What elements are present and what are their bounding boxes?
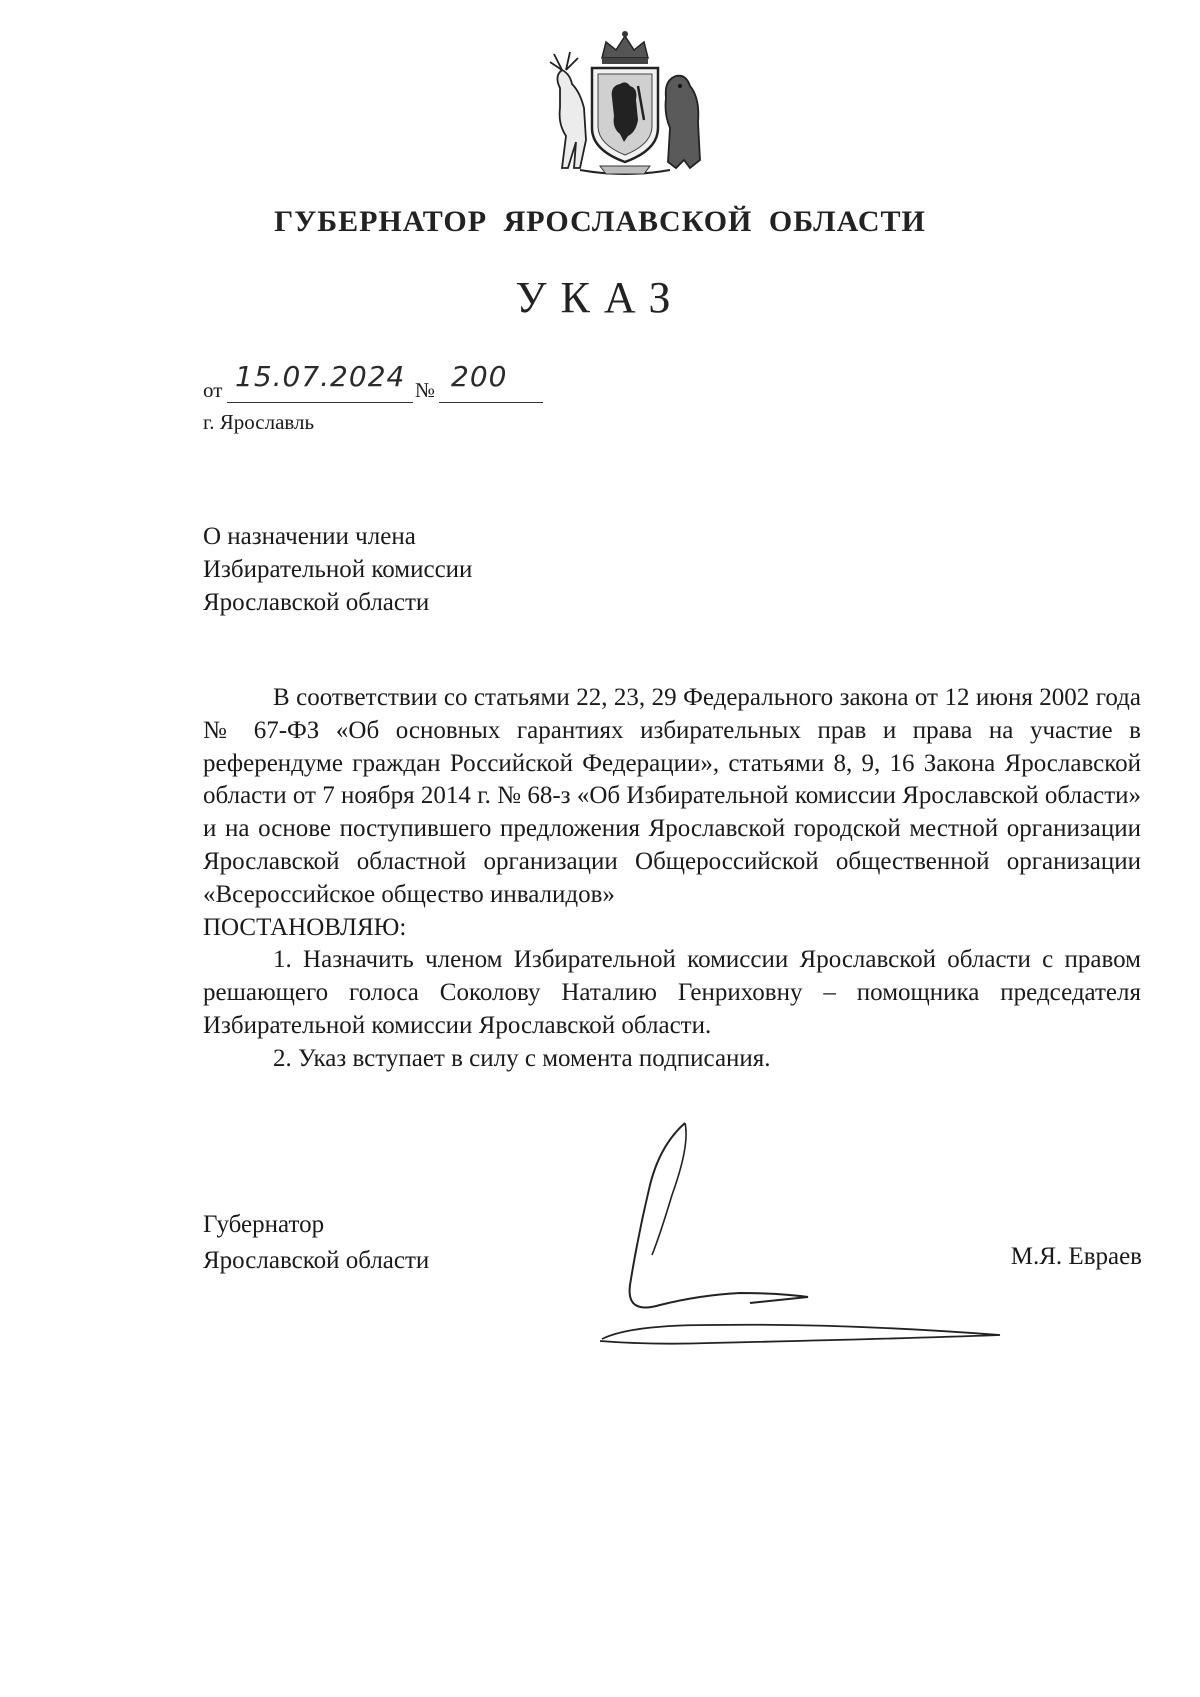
number-value: 200	[451, 360, 508, 393]
handwritten-signature	[590, 1115, 1010, 1345]
document-body	[203, 682, 1141, 1076]
date-label: от	[203, 378, 223, 402]
yaroslavl-coat-of-arms-icon	[540, 28, 710, 178]
number-underline	[439, 402, 543, 403]
signatory-title-line: Губернатор	[203, 1211, 325, 1238]
document-subject	[203, 520, 472, 619]
decree-item: 2. Указ вступает в силу с момента подписания.	[273, 1044, 771, 1072]
issuing-authority-heading: ГУБЕРНАТОР ЯРОСЛАВСКОЙ ОБЛАСТИ	[274, 205, 926, 238]
signatory-name: М.Я. Евраев	[1010, 1243, 1142, 1270]
city: г. Ярославль	[203, 410, 315, 434]
date-value: 15.07.2024	[235, 360, 406, 393]
date-underline	[227, 402, 413, 403]
subject-line: Избирательной комиссии	[203, 556, 473, 583]
subject-line: О назначении члена	[203, 523, 416, 550]
document-type-title: УКАЗ	[515, 273, 685, 322]
signatory-title-line: Ярославской области	[203, 1247, 430, 1274]
decree-item: 1. Назначить членом Избирательной комиссии Ярославской области с правом решающего голоса Соколову Наталию Генриховну – помощника председателя Избирательной комиссии Ярославской области.	[203, 946, 1141, 1039]
decree-word: ПОСТАНОВЛЯЮ:	[203, 913, 407, 941]
preamble-paragraph: В соответствии со статьями 22, 23, 29 Федерального закона от 12 июня 2002 года № 67-ФЗ «Об основных гарантиях избирательных прав и права на участие в референдуме граждан Российской Федерации», статьями 8, 9, 16 Закона Ярославской области от 7 ноября 2014 г. № 68-з «Об Избирательной комиссии Ярославской области» и на основе поступившего предложения Ярославской городской местной организации Ярославской областной организации Общероссийской общественной организации «Всероссийское общество инвалидов»	[203, 684, 1141, 908]
number-label: №	[415, 378, 436, 402]
signatory-title	[203, 1207, 429, 1279]
subject-line: Ярославской области	[203, 589, 430, 616]
